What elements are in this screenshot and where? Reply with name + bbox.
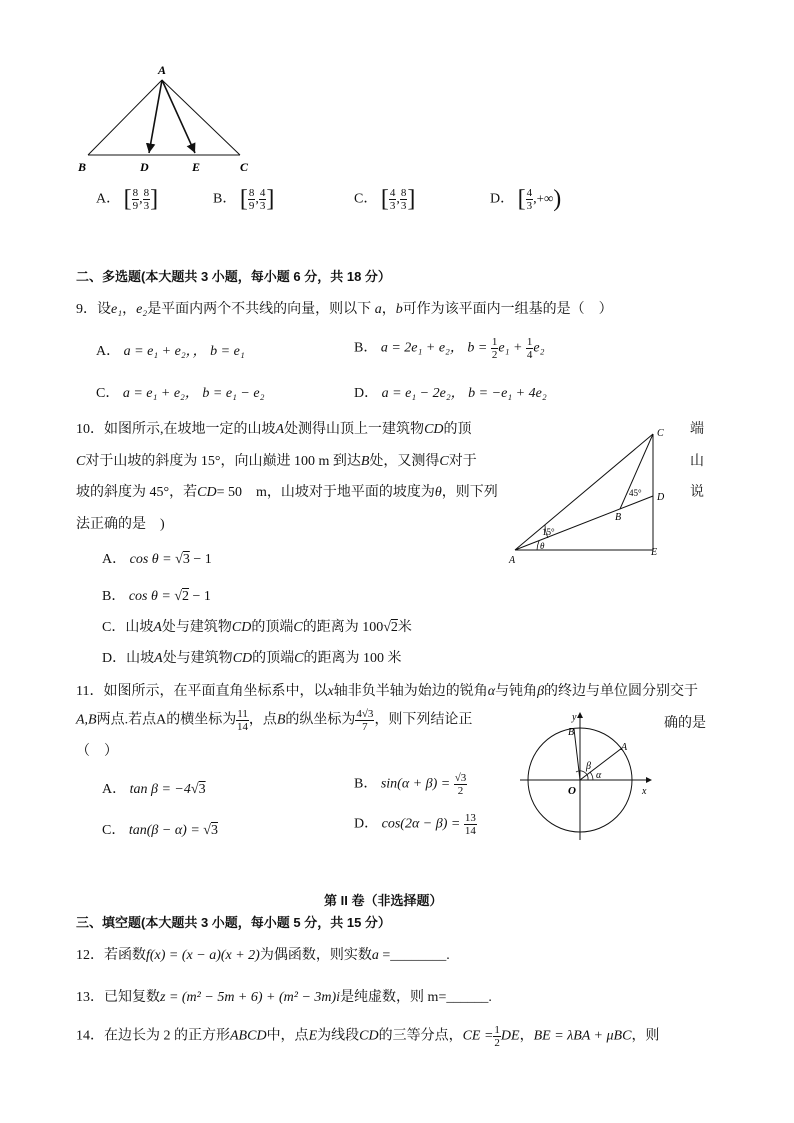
- question-11-paren: （ ）: [76, 744, 118, 759]
- label-C: C: [240, 160, 249, 174]
- label-D: D: [140, 160, 149, 174]
- q10-option-d: D．山坡A处与建筑物CD的顶端C的距离为 100 米: [102, 651, 402, 666]
- q11-option-c: C． tan(β − α) = √3: [102, 823, 218, 838]
- label-A: A: [158, 63, 167, 77]
- fig11-label-O: O: [568, 785, 576, 797]
- fig11-label-B: B: [568, 727, 575, 738]
- q9-option-d: D． a = e₁ − 2e₂， b = −e₁ + 4e₂: [354, 386, 547, 401]
- q10-option-a: A． cos θ = √3 − 1: [102, 552, 212, 567]
- q11-option-a: A． tan β = −4√3: [102, 782, 206, 797]
- fig11-label-alpha: α: [596, 770, 602, 781]
- triangle-figure: [70, 60, 270, 178]
- question-9-stem: 9．设e₁，e₂是平面内两个不共线的向量，则以下 a，b可作为该平面内一组基的是（ ）: [76, 302, 613, 317]
- q9-option-a: A． a = e₁ + e₂，， b = e₁: [96, 344, 245, 359]
- q12-answer-blank: ________.: [390, 948, 450, 963]
- section-heading-fill-blank: 三、填空题(本大题共 3 小题，每小题 5 分，共 15 分）: [76, 915, 391, 930]
- fig11-label-beta: β: [586, 761, 591, 772]
- fig10-label-B: B: [615, 512, 622, 523]
- question-10-line-2-end: 山: [690, 454, 704, 469]
- label-E: E: [192, 160, 201, 174]
- q8-option-c: C． [ $\frac{4}{3}$ , $\frac{8}{3}$ ]: [354, 186, 416, 212]
- question-13: 13．已知复数z = (m² − 5m + 6) + (m² − 3m)i是纯虚数，则 m=______.: [76, 990, 492, 1005]
- fig10-label-E: E: [651, 547, 658, 558]
- question-10-line-1: 10．如图所示,在坡地一定的山坡A处测得山顶上一建筑物CD的顶: [76, 422, 472, 437]
- question-10-line-1-end: 端: [690, 422, 704, 437]
- q10-option-b: B． cos θ = √2 − 1: [102, 589, 211, 604]
- q11-option-b: B． sin(α + β) = $\frac{√3}{2}$: [354, 772, 467, 797]
- fig11-label-x: x: [642, 786, 647, 797]
- question-10-line-2: C对于山坡的斜度为 15°，向山巅进 100 m 到达B处，又测得C对于: [76, 454, 477, 469]
- q8-option-b: B． [ $\frac{8}{9}$ , $\frac{4}{3}$ ]: [213, 186, 275, 212]
- question-11-line-1: 11．如图所示，在平面直角坐标系中，以x轴非负半轴为始边的锐角α与钝角β的终边与单位圆分别交于: [76, 684, 699, 699]
- fig11-label-y: y: [572, 712, 577, 723]
- question-12: 12．若函数f(x) = (x − a)(x + 2)为偶函数，则实数a =________.: [76, 948, 450, 963]
- q13-answer-blank: ______.: [446, 990, 492, 1005]
- question-10-line-3: 坡的斜度为 45°，若CD= 50 m，山坡对于地平面的坡度为θ，则下列: [76, 485, 498, 500]
- q9-option-c: C． a = e₁ + e₂， b = e₁ − e₂: [96, 386, 265, 401]
- q10-option-c: C．山坡A处与建筑物CD的顶端C的距离为 100√2米: [102, 620, 412, 635]
- fig10-label-C: C: [657, 428, 664, 439]
- fig10-label-A: A: [509, 555, 516, 566]
- label-B: B: [78, 160, 87, 174]
- fig10-angle-theta: θ: [540, 541, 545, 551]
- fig10-label-D: D: [657, 492, 665, 503]
- section-heading-multi-choice: 二、多选题(本大题共 3 小题，每小题 6 分，共 18 分）: [76, 269, 391, 284]
- part-2-title: 第 II 卷（非选择题）: [324, 893, 443, 908]
- question-11-line-2-end: 确的是: [664, 716, 706, 731]
- unit-circle-figure: [518, 710, 658, 845]
- q11-option-d: D． cos(2α − β) = $\frac{13}{14}$: [354, 812, 476, 837]
- q9-option-b: B． a = 2e₁ + e₂， b = $\frac{1}{2}$ e₁ + $\frac{1}{4}$ e₂: [354, 336, 545, 361]
- fig11-label-A: A: [621, 742, 628, 753]
- question-11-line-2: A,B两点.若点A的横坐标为 $\frac{11}{14}$ ，点B的纵坐标为 $\frac{4√3}{7}$ ，则下列结论正: [76, 708, 473, 733]
- fig10-angle-15: 15°: [542, 527, 555, 537]
- slope-figure: [505, 420, 685, 568]
- question-10-line-4: 法正确的是 ): [76, 517, 165, 532]
- fig10-angle-45: 45°: [629, 488, 642, 498]
- q8-option-a: A． [ $\frac{8}{9}$ , $\frac{8}{3}$ ]: [96, 186, 159, 212]
- question-14: 14．在边长为 2 的正方形ABCD中，点E为线段CD的三等分点，CE = $\frac{1}{2}$ DE，BE = λBA + μBC，则: [76, 1024, 660, 1049]
- question-10-line-3-end: 说: [690, 485, 704, 500]
- q8-option-d: D． [ $\frac{4}{3}$ ,+∞): [490, 186, 562, 212]
